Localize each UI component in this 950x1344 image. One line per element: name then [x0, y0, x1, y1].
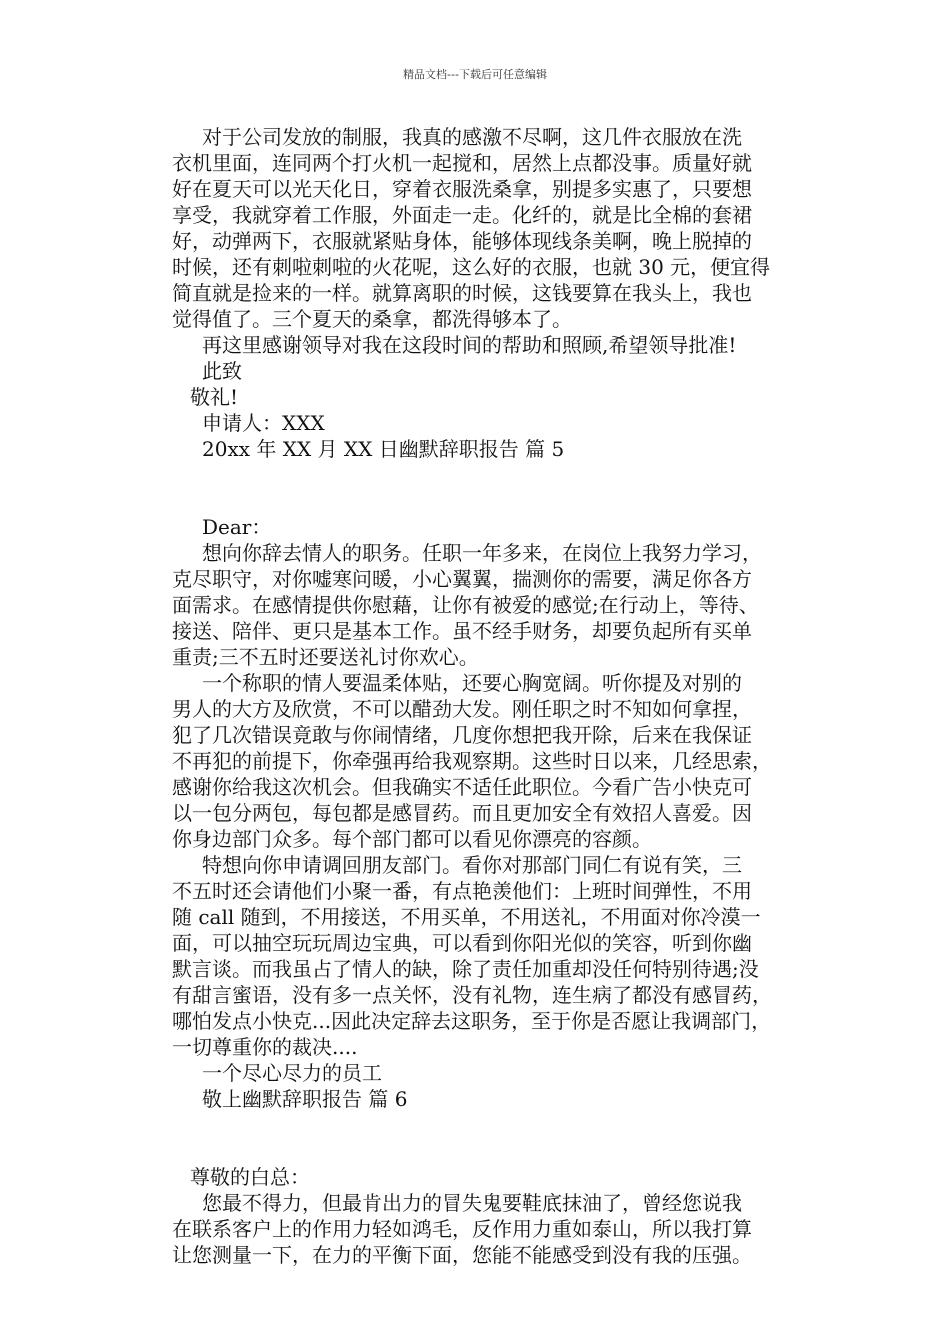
paragraph-line: 默言谈。而我虽占了情人的缺，除了责任加重却没任何特别待遇;没	[172, 957, 759, 981]
paragraph-line: 让您测量一下，在力的平衡下面，您能不能感受到没有我的压强。	[172, 1243, 752, 1267]
paragraph-line: 男人的大方及欣赏，不可以醋劲大发。刚任职之时不知如何拿捏，	[172, 697, 752, 721]
paragraph-line: 你身边部门众多。每个部门都可以看见你漂亮的容颜。	[172, 827, 652, 851]
dear-salutation: Dear：	[202, 515, 272, 539]
paragraph-line: 克尽职守，对你嘘寒问暖，小心翼翼，揣测你的需要，满足你各方	[172, 567, 752, 591]
paragraph-line: 不五时还会请他们小聚一番，有点艳羡他们：上班时间弹性，不用	[172, 879, 752, 903]
paragraph-line: 面需求。在感情提供你慰藉，让你有被爱的感觉;在行动上，等待、	[172, 593, 759, 617]
paragraph-line: 犯了几次错误竟敢与你闹情绪，几度你想把我开除，后来在我保证	[172, 723, 752, 747]
paragraph-line: 特想向你申请调回朋友部门。看你对那部门同仁有说有笑，三	[202, 853, 742, 877]
paragraph-line: 重责;三不五时还要送礼讨你欢心。	[172, 645, 479, 669]
paragraph-line: 衣机里面，连同两个打火机一起搅和，居然上点都没事。质量好就	[172, 151, 752, 175]
paragraph-line: 在联系客户上的作用力轻如鸿毛，反作用力重如泰山，所以我打算	[172, 1217, 752, 1241]
paragraph-line: 一个称职的情人要温柔体贴，还要心胸宽阔。听你提及对别的	[202, 671, 742, 695]
paragraph-line: 简直就是捡来的一样。就算离职的时候，这钱要算在我头上，我也	[172, 281, 752, 305]
paragraph-line: 随 call 随到，不用接送，不用买单，不用送礼，不用面对你冷漠一	[172, 905, 761, 929]
title-line: 敬上幽默辞职报告 篇 6	[202, 1087, 408, 1111]
salutation-line: 尊敬的白总：	[190, 1165, 310, 1189]
paragraph-line: 不再犯的前提下，你牵强再给我观察期。这些时日以来，几经思索，	[172, 749, 772, 773]
paragraph-line: 想向你辞去情人的职务。任职一年多来，在岗位上我努力学习，	[202, 541, 762, 565]
paragraph-line: 享受，我就穿着工作服，外面走一走。化纤的，就是比全棉的套裙	[172, 203, 752, 227]
applicant-line: 申请人：XXX	[202, 411, 325, 435]
paragraph-line: 一切尊重你的裁决....	[172, 1035, 358, 1059]
signature-line: 一个尽心尽力的员工	[202, 1061, 382, 1085]
document-body	[172, 124, 812, 1268]
paragraph-line: 觉得值了。三个夏天的桑拿，都洗得够本了。	[172, 307, 572, 331]
paragraph-line: 以一包分两包，每包都是感冒药。而且更加安全有效招人喜爱。因	[172, 801, 752, 825]
paragraph-line: 好在夏天可以光天化日，穿着衣服洗桑拿，别提多实惠了，只要想	[172, 177, 752, 201]
closing-cizhi: 此致	[202, 359, 242, 383]
closing-jingli: 敬礼!	[190, 385, 239, 409]
paragraph-line: 时候，还有刺啦刺啦的火花呢，这么好的衣服，也就 30 元，便宜得	[172, 255, 771, 279]
paragraph-line: 对于公司发放的制服，我真的感激不尽啊，这几件衣服放在洗	[202, 125, 742, 149]
paragraph-line: 哪怕发点小快克...因此决定辞去这职务，至于你是否愿让我调部门，	[172, 1009, 772, 1033]
paragraph-line: 感谢你给我这次机会。但我确实不适任此职位。今看广告小快克可	[172, 775, 752, 799]
paragraph-line: 面，可以抽空玩玩周边宝典，可以看到你阳光似的笑容，听到你幽	[172, 931, 752, 955]
page-header: 精品文档---下载后可任意编辑	[403, 68, 547, 81]
paragraph-line: 接送、陪伴、更只是基本工作。虽不经手财务，却要负起所有买单	[172, 619, 752, 643]
thanks-line: 再这里感谢领导对我在这段时间的帮助和照顾,希望领导批准!	[202, 333, 737, 357]
date-title-line: 20xx 年 XX 月 XX 日幽默辞职报告 篇 5	[202, 437, 565, 461]
paragraph-line: 您最不得力，但最肯出力的冒失鬼要鞋底抹油了，曾经您说我	[202, 1191, 742, 1215]
paragraph-line: 有甜言蜜语，没有多一点关怀，没有礼物，连生病了都没有感冒药，	[172, 983, 772, 1007]
paragraph-line: 好，动弹两下，衣服就紧贴身体，能够体现线条美啊，晚上脱掉的	[172, 229, 752, 253]
